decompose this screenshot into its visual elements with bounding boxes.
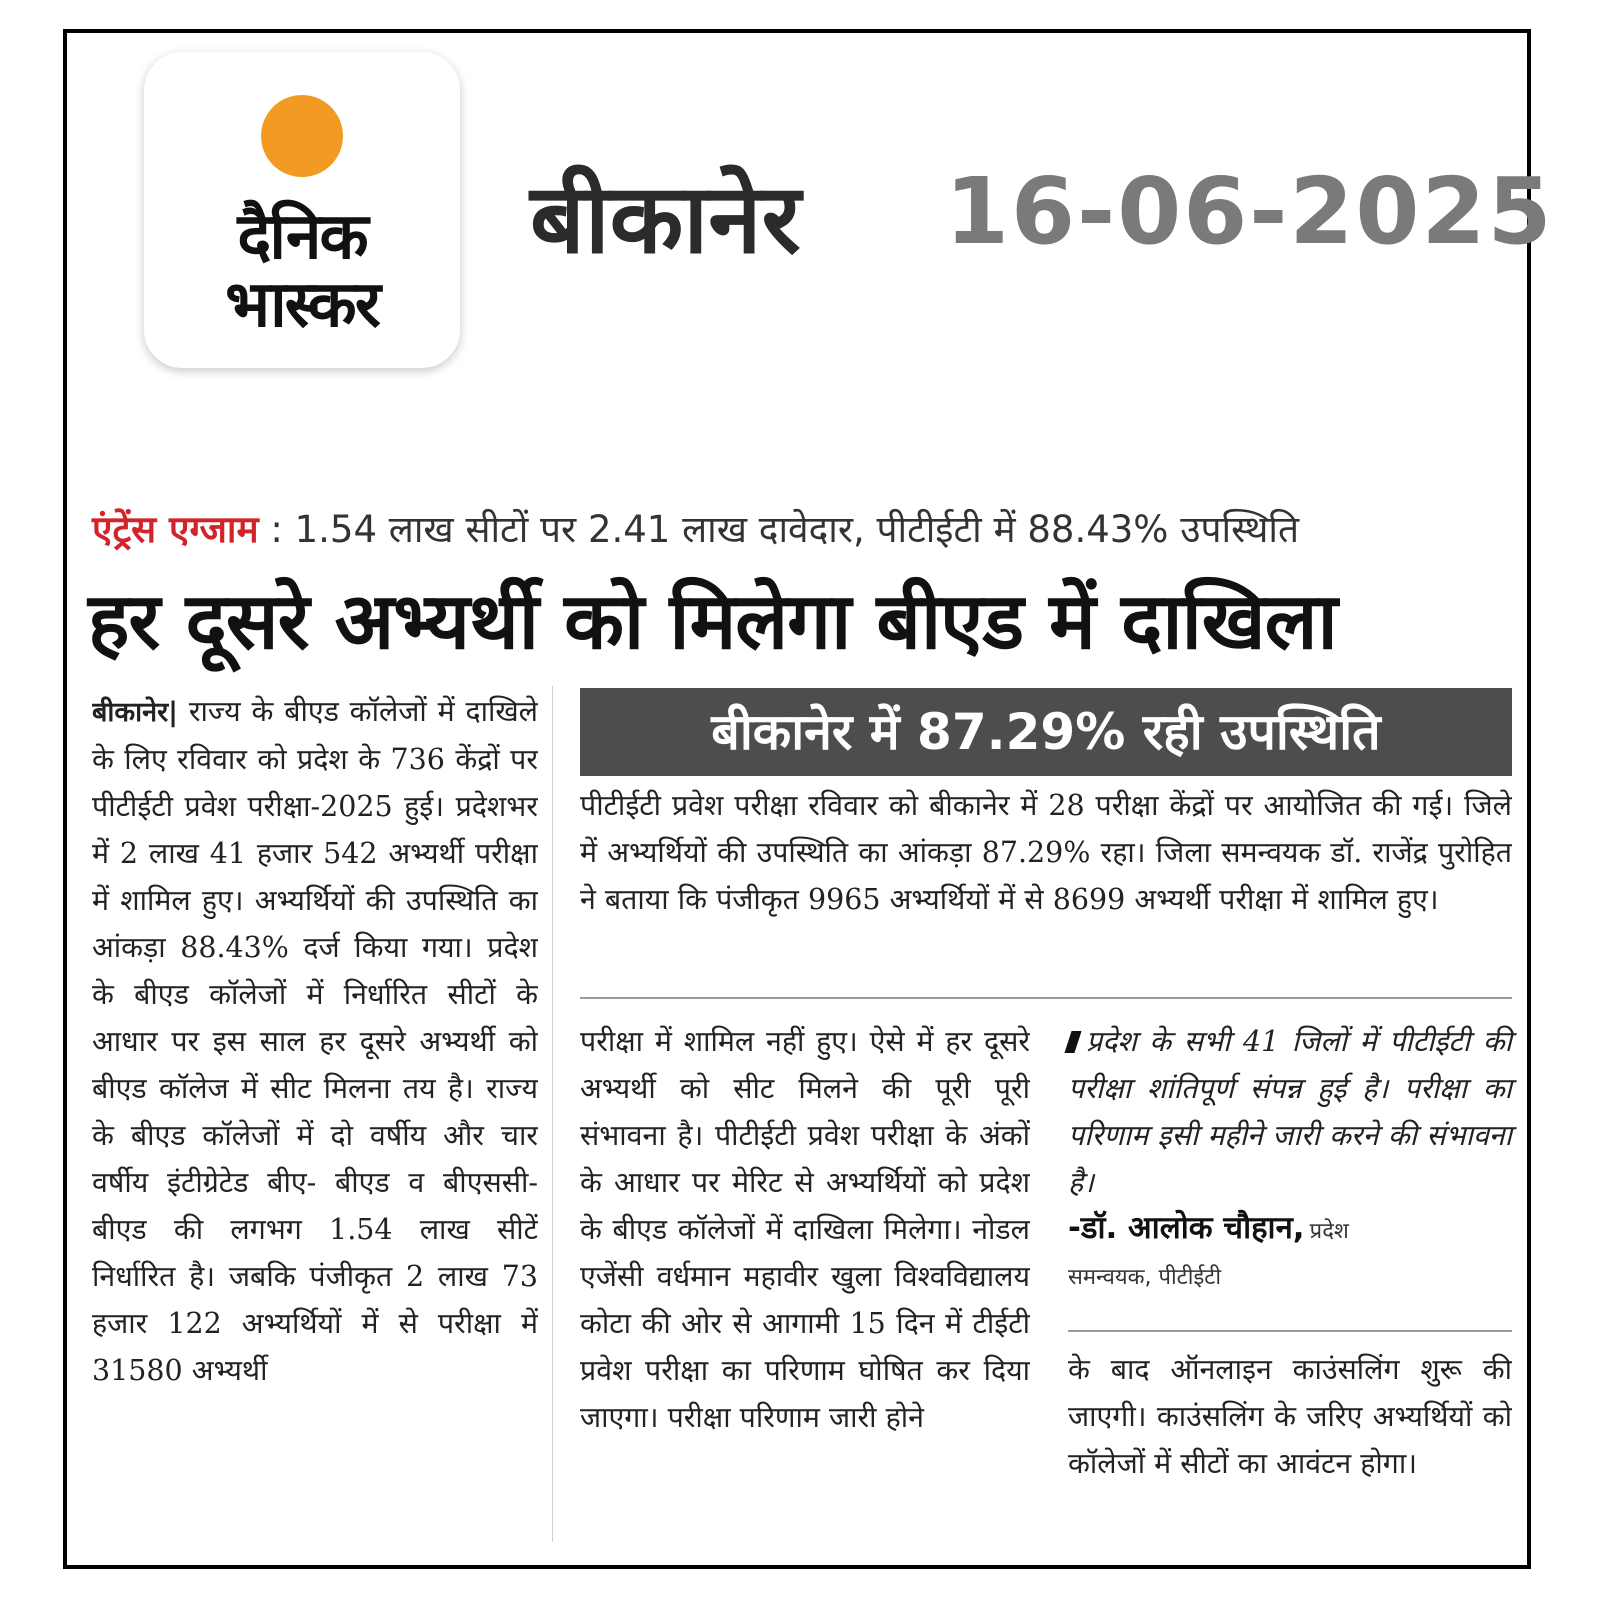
horizontal-rule <box>1068 1330 1512 1332</box>
sub-body-text: पीटीईटी प्रवेश परीक्षा रविवार को बीकानेर में 28 परीक्षा केंद्रों पर आयोजित की गई। जिले में अभ्यर्थियों की उपस्थिति का आंकड़ा 87.29% रहा। जिला समन्वयक डॉ. राजेंद्र पुरोहित ने बताया कि पंजीकृत 9965 अभ्यर्थियों में से 8699 अभ्यर्थी परीक्षा में शामिल हुए। <box>580 789 1512 916</box>
subheading-box: बीकानेर में 87.29% रही उपस्थिति <box>580 688 1512 776</box>
quote-block <box>1068 1018 1512 1206</box>
sun-icon <box>261 95 343 177</box>
quote-author-role-b: समन्वयक, पीटीईटी <box>1068 1265 1222 1290</box>
quote-attribution <box>1068 1206 1512 1301</box>
left-body-text: राज्य के बीएड कॉलेजों में दाखिले के लिए रविवार को प्रदेश के 736 केंद्रों पर पीटीईटी प्रवेश परीक्षा-2025 हुई। प्रदेशभर में 2 लाख 41 हजार 542 अभ्यर्थी परीक्षा में शामिल हुए। अभ्यर्थियों की उपस्थिति का आंकड़ा 88.43% दर्ज किया गया। प्रदेश के बीएड कॉलेजों में निर्धारित सीटों के आधार पर इस साल हर दूसरे अभ्यर्थी को बीएड कॉलेज में सीट मिलना तय है। राज्य के बीएड कॉलेजों में दो वर्षीय और चार वर्षीय इंटीग्रेटेड बीए- बीएड व बीएससी- बीएड की लगभग 1.54 लाख सीटें निर्धारित है। जबकि पंजीकृत 2 लाख 73 हजार 122 अभ्यर्थियों में से परीक्षा में 31580 अभ्यर्थी <box>92 695 538 1387</box>
quote-author-name: -डॉ. आलोक चौहान, <box>1068 1210 1305 1246</box>
sub-body-column <box>580 782 1512 977</box>
quote-author-role-a: प्रदेश <box>1309 1219 1349 1244</box>
horizontal-rule <box>580 997 1512 999</box>
left-column <box>92 688 538 1546</box>
kicker-tag: एंट्रेंस एग्जाम <box>92 508 259 551</box>
right-column <box>1068 1346 1512 1546</box>
logo-text-line1: दैनिक <box>237 200 367 274</box>
middle-column <box>580 1018 1030 1538</box>
kicker-line <box>92 502 1299 553</box>
edition-city: बीकानेर <box>530 163 801 275</box>
headline: हर दूसरे अभ्यर्थी को मिलेगा बीएड में दाखिला <box>88 577 1337 667</box>
kicker-text: : 1.54 लाख सीटों पर 2.41 लाख दावेदार, पीटीईटी में 88.43% उपस्थिति <box>270 508 1300 551</box>
middle-body-text: परीक्षा में शामिल नहीं हुए। ऐसे में हर दूसरे अभ्यर्थी को सीट मिलने की पूरी पूरी संभावना है। पीटीईटी प्रवेश परीक्षा के अंकों के आधार पर मेरिट से अभ्यर्थियों को प्रदेश के बीएड कॉलेजों में दाखिला मिलेगा। नोडल एजेंसी वर्धमान महावीर खुला विश्वविद्यालय कोटा की ओर से आगामी 15 दिन में टीईटी प्रवेश परीक्षा का परिणाम घोषित कर दिया जाएगा। परीक्षा परिणाम जारी होने <box>580 1025 1030 1434</box>
right-body-text: के बाद ऑनलाइन काउंसलिंग शुरू की जाएगी। काउंसलिंग के जरिए अभ्यर्थियों को कॉलेजों में सीटों का आवंटन होगा। <box>1068 1353 1512 1480</box>
newspaper-logo <box>144 52 460 368</box>
edition-date: 16-06-2025 <box>945 158 1554 265</box>
quote-text: प्रदेश के सभी 41 जिलों में पीटीईटी की परीक्षा शांतिपूर्ण संपन्न हुई है। परीक्षा का परिणाम इसी महीने जारी करने की संभावना है। <box>1068 1025 1512 1199</box>
dateline: बीकानेर| <box>92 697 179 728</box>
column-divider <box>552 686 553 1542</box>
logo-text-line2: भास्कर <box>225 268 379 342</box>
